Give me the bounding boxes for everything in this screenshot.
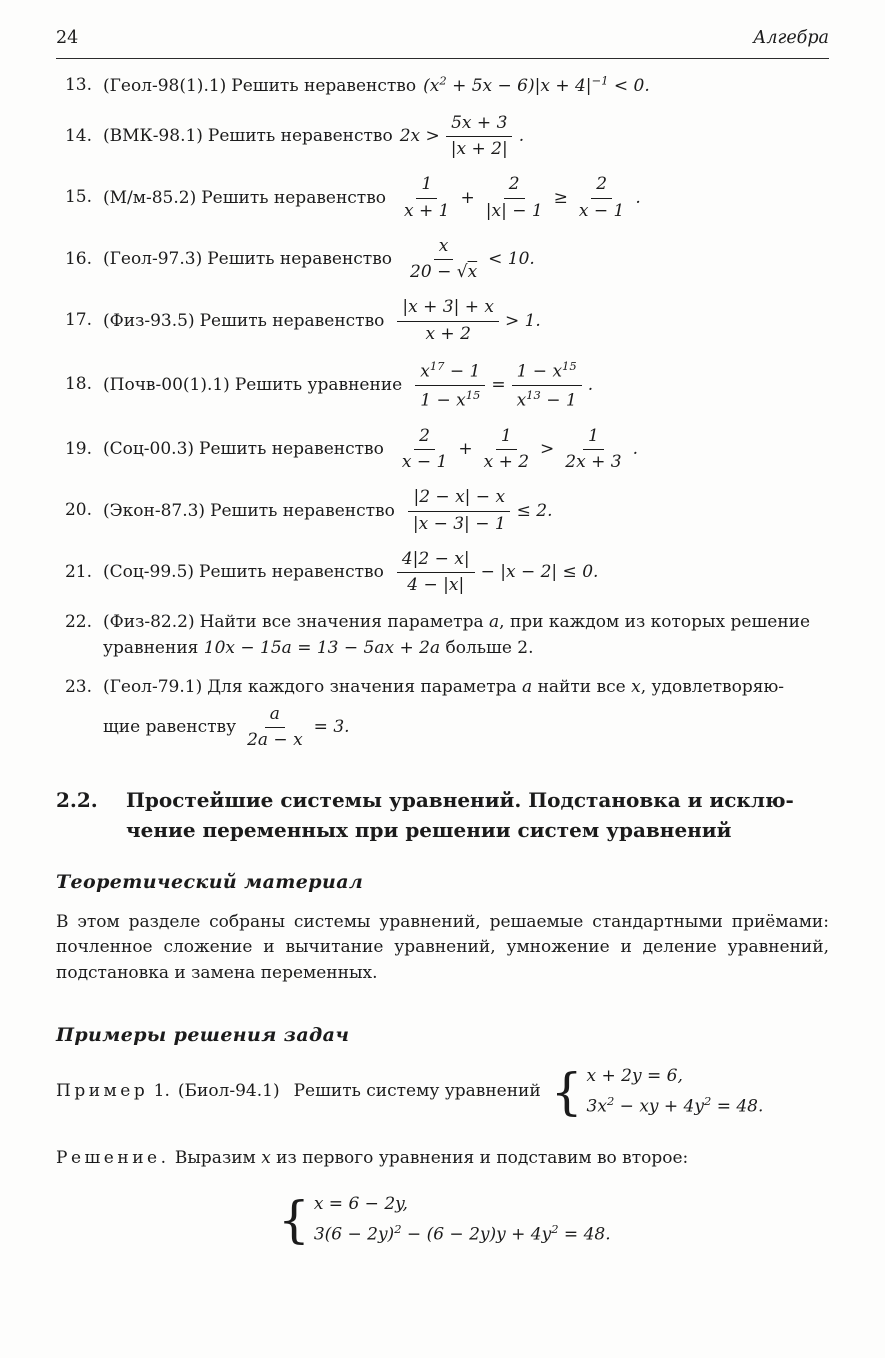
problem-22 xyxy=(56,610,829,661)
equation-system xyxy=(550,1062,764,1121)
fraction: $\frac{a}{2a - x}$ xyxy=(247,703,303,751)
problem-16 xyxy=(56,236,829,284)
problem-number: 14. xyxy=(64,125,92,146)
problem-number: 18. xyxy=(64,374,92,395)
fraction: $\frac{2}{x - 1}$ xyxy=(578,174,625,221)
problem-21 xyxy=(56,549,829,597)
problem-number: 19. xyxy=(64,438,92,459)
system-line-2: $3x^2$ − xy + $4y^2 = 48$. xyxy=(586,1093,764,1117)
math-expression: $\frac{2}{x - 1}$ + $\frac{1}{x + 2}$ > $\frac{1}{2x + 3}$ . xyxy=(391,439,638,459)
problem-task: Решить неравенство xyxy=(210,500,395,521)
example-number: 1. xyxy=(153,1081,170,1102)
problem-20 xyxy=(56,487,829,535)
superscript: 2 xyxy=(439,73,447,88)
problem-source: (Геол-98(1).1) xyxy=(103,76,227,97)
problem-task: Решить неравенство xyxy=(207,126,393,147)
problem-task: Решить неравенство xyxy=(231,76,417,97)
fraction: $\frac{2}{x - 1}$ xyxy=(401,425,448,473)
problem-task: Решить неравенство xyxy=(207,249,393,270)
problem-source: (Почв-00(1).1) xyxy=(103,374,230,395)
fraction: $\frac{4|2 - x|}{4 - |x|}$ xyxy=(397,549,475,597)
sqrt-argument: x xyxy=(467,262,478,283)
section-heading xyxy=(56,785,829,845)
problem-source: (Физ-82.2) xyxy=(103,612,195,633)
fraction: $\frac{1 - x^{15}}{x^{13} - 1}$ xyxy=(512,359,582,412)
problem-source: (М/м-85.2) xyxy=(103,187,197,208)
system-line-2: $3(6 - 2y)^2 - (6 - 2y)y + 4y^2 = 48$. xyxy=(313,1221,611,1245)
math-expression: $\frac{x^{17} - 1}{1 - x^{15}}$ = $\frac{1 - x^{15}}{x^{13} - 1}$ . xyxy=(409,375,593,395)
problem-task: Решить неравенство xyxy=(199,562,384,583)
superscript: 17 xyxy=(429,358,445,373)
fraction: $\frac{|2 - x| - x}{|x - 3| - 1}$ xyxy=(408,487,511,535)
problem-text xyxy=(103,73,650,99)
superscript: 2 xyxy=(394,1221,402,1236)
superscript: 15 xyxy=(562,358,577,373)
problems-list xyxy=(56,73,829,752)
problem-text xyxy=(103,487,553,535)
page-number: 24 xyxy=(56,28,79,48)
example-label: Пример xyxy=(56,1081,149,1102)
problem-number: 13. xyxy=(64,74,92,95)
problem-source: (Геол-97.3) xyxy=(103,249,203,270)
problem-text xyxy=(103,426,638,474)
superscript: 13 xyxy=(526,387,541,402)
system-line-1: x = 6 − 2y, xyxy=(313,1194,408,1214)
problem-text xyxy=(103,359,593,412)
problem-text: (Физ-82.2) Найти все значения параметра a, при каждом из которых решение уравнения 10x − 15a = 13 − 5ax + 2a больше 2. xyxy=(103,612,811,658)
problem-15 xyxy=(56,174,829,222)
problem-text xyxy=(103,236,535,284)
math-expression: $(x^2 + 5x - 6)|x + 4|^{-1} < 0$. xyxy=(423,73,650,97)
problem-text xyxy=(103,549,598,597)
superscript: 2 xyxy=(551,1221,559,1236)
math-expression: $\frac{1}{x + 1}$ + $\frac{2}{|x| - 1}$ ≥ $\frac{2}{x - 1}$ . xyxy=(393,188,641,208)
problem-number: 15. xyxy=(64,187,92,208)
problem-number: 23. xyxy=(64,677,92,698)
system-brace: { xyxy=(278,1190,310,1249)
fraction: $\frac{1}{2x + 3}$ xyxy=(565,425,622,473)
problem-source: (ВМК-98.1) xyxy=(103,126,203,147)
problem-number: 17. xyxy=(64,310,92,331)
sqrt-symbol: √ xyxy=(456,262,468,283)
problem-source: (Экон-87.3) xyxy=(103,500,206,521)
problem-source: (Геол-79.1) xyxy=(103,677,203,698)
problem-task: Решить неравенство xyxy=(201,187,387,208)
theory-paragraph: В этом разделе собраны системы уравнений, решаемые стандартными приёмами: почленное сложение и вычитание уравнений, умножение и деление уравнений, подстановка и замена переменных. xyxy=(56,911,829,983)
fraction: $\frac{2}{|x| - 1}$ xyxy=(485,174,543,221)
problem-text: (Геол-79.1) Для каждого значения параметра a найти все x, удовлетворяю- щие равенству $\frac{a}{2a - x}$ = 3. xyxy=(103,677,784,751)
problem-number: 21. xyxy=(64,561,92,582)
problem-number: 20. xyxy=(64,500,92,521)
problem-text xyxy=(103,174,641,222)
problem-task: Решить уравнение xyxy=(234,374,403,395)
solution-paragraph: Решение. Выразим x из первого уравнения и подставим во второе: xyxy=(56,1148,689,1169)
example-1 xyxy=(56,1062,829,1121)
theory-heading: Теоретический материал xyxy=(56,871,364,894)
examples-heading: Примеры решения задач xyxy=(56,1024,350,1047)
problem-13 xyxy=(56,73,829,99)
math-expression: $\frac{x}{20 - √x}$ < 10. xyxy=(399,249,535,269)
problem-18 xyxy=(56,359,829,412)
fraction: $\frac{1}{x + 1}$ xyxy=(404,174,450,221)
fraction: $\frac{x^{17} - 1}{1 - x^{15}}$ xyxy=(415,359,485,412)
problem-23 xyxy=(56,675,829,751)
math-expression: $\frac{|2 - x| - x}{|x - 3| - 1}$ ≤ 2. xyxy=(402,501,553,521)
problem-text xyxy=(103,297,541,345)
fraction: $\frac{x}{20 - √x}$ xyxy=(410,235,478,283)
fraction: $\frac{1}{x + 2}$ xyxy=(483,425,530,473)
problem-source: (Соц-00.3) xyxy=(103,439,195,460)
problem-source: (Физ-93.5) xyxy=(103,310,195,331)
math-expression: $\frac{4|2 - x|}{4 - |x|}$ − |x − 2| ≤ 0. xyxy=(391,562,599,582)
chapter-title: Алгебра xyxy=(753,28,829,48)
page-header xyxy=(56,26,829,59)
problem-17 xyxy=(56,297,829,345)
section-title: Простейшие системы уравнений. Подстановка и исклю- чение переменных при решении систем уравнений xyxy=(126,788,794,843)
superscript: −1 xyxy=(591,73,609,88)
problem-text xyxy=(103,113,524,161)
problem-14 xyxy=(56,113,829,161)
solution-label: Решение. xyxy=(56,1148,170,1169)
example-source: (Биол-94.1) xyxy=(177,1081,280,1102)
problem-source: (Соц-99.5) xyxy=(103,562,195,583)
superscript: 2 xyxy=(703,1093,712,1108)
section-number: 2.2. xyxy=(56,788,98,813)
superscript: 2 xyxy=(606,1093,615,1108)
fraction: $\frac{5x + 3}{|x + 2|}$ xyxy=(446,113,513,161)
fraction: $\frac{|x + 3| + x}{x + 2}$ xyxy=(397,297,499,345)
superscript: 15 xyxy=(465,387,481,402)
problem-task: Решить неравенство xyxy=(199,439,384,460)
solution-system xyxy=(268,1190,829,1249)
system-line-1: x + 2y = 6, xyxy=(586,1065,683,1086)
problem-task: Решить неравенство xyxy=(199,310,385,331)
problem-number: 16. xyxy=(64,248,92,269)
math-expression: $\frac{|x + 3| + x}{x + 2}$ > 1. xyxy=(391,311,540,331)
problem-19 xyxy=(56,426,829,474)
math-expression: 2x > $\frac{5x + 3}{|x + 2|}$ . xyxy=(399,112,525,160)
example-task: Решить систему уравнений xyxy=(293,1081,541,1102)
problem-number: 22. xyxy=(64,612,92,633)
system-brace: { xyxy=(550,1062,583,1121)
